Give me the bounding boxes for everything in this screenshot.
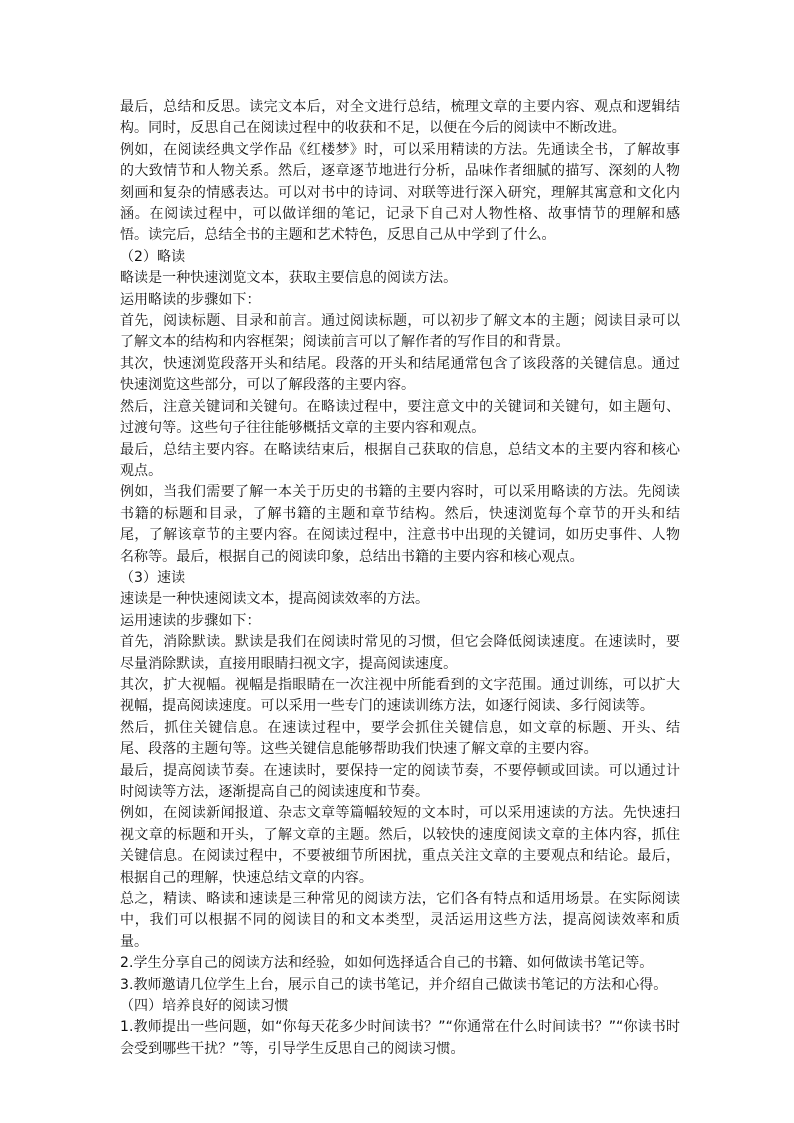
paragraph-skimming-step-4: 最后，总结主要内容。在略读结束后，根据自己获取的信息，总结文本的主要内容和核心观点。	[120, 441, 680, 479]
paragraph-conclusion: 总之，精读、略读和速读是三种常见的阅读方法，它们各有特点和适用场景。在实际阅读中，我们可以根据不同的阅读目的和文本类型，灵活运用这些方法，提高阅读效率和质量。	[120, 891, 680, 950]
paragraph-skimming-example: 例如，当我们需要了解一本关于历史的书籍的主要内容时，可以采用略读的方法。先阅读书籍的标题和目录，了解书籍的主题和章节结构。然后，快速浏览每个章节的开头和结尾，了解该章节的主要内容。在阅读过程中，注意书中出现的关键词，如历史事件、人物名称等。最后，根据自己的阅读印象，总结出书籍的主要内容和核心观点。	[120, 484, 680, 565]
paragraph-speed-reading-step-3: 然后，抓住关键信息。在速读过程中，要学会抓住关键信息，如文章的标题、开头、结尾、段落的主题句等。这些关键信息能够帮助我们快速了解文章的主要内容。	[120, 719, 680, 758]
paragraph-speed-reading-step-2: 其次，扩大视幅。视幅是指眼睛在一次注视中所能看到的文字范围。通过训练，可以扩大视幅，提高阅读速度。可以采用一些专门的速读训练方法，如逐行阅读、多行阅读等。	[120, 676, 680, 715]
paragraph-skimming-step-1: 首先，阅读标题、目录和前言。通过阅读标题，可以初步了解文本的主题；阅读目录可以了解文本的结构和内容框架；阅读前言可以了解作者的写作目的和背景。	[120, 313, 680, 351]
paragraph-speed-reading-example: 例如，在阅读新闻报道、杂志文章等篇幅较短的文本时，可以采用速读的方法。先快速扫视文章的标题和开头，了解文章的主题。然后，以较快的速度阅读文章的主体内容，抓住关键信息。在阅读过程中，不要被细节所困扰，重点关注文章的主要观点和结论。最后，根据自己的理解，快速总结文章的内容。	[120, 805, 680, 886]
paragraph-skimming-definition: 略读是一种快速浏览文本，获取主要信息的阅读方法。	[120, 270, 458, 287]
paragraph-summary-reflection: 最后，总结和反思。读完文本后，对全文进行总结，梳理文章的主要内容、观点和逻辑结构。同时，反思自己在阅读过程中的收获和不足，以便在今后的阅读中不断改进。	[120, 99, 680, 137]
document-body	[120, 97, 680, 1060]
paragraph-hongloumeng-example: 例如，在阅读经典文学作品《红楼梦》时，可以采用精读的方法。先通读全书，了解故事的大致情节和人物关系。然后，逐章逐节地进行分析，品味作者细腻的描写、深刻的人物刻画和复杂的情感表达。可以对书中的诗词、对联等进行深入研究，理解其寓意和文化内涵。在阅读过程中，可以做详细的笔记，记录下自己对人物性格、故事情节的理解和感悟。读完后，总结全书的主题和艺术特色，反思自己从中学到了什么。	[120, 141, 680, 244]
paragraph-speed-reading-step-1: 首先，消除默读。默读是我们在阅读时常见的习惯，但它会降低阅读速度。在速读时，要尽量消除默读，直接用眼睛扫视文字，提高阅读速度。	[120, 634, 680, 672]
paragraph-item-3: 3.教师邀请几位学生上台，展示自己的读书笔记，并介绍自己做读书笔记的方法和心得。	[120, 976, 668, 993]
paragraph-skimming-step-3: 然后，注意关键词和关键句。在略读过程中，要注意文中的关键词和关键句，如主题句、过渡句等。这些句子往往能够概括文章的主要内容和观点。	[120, 398, 680, 437]
paragraph-skimming-steps-intro: 运用略读的步骤如下：	[120, 291, 261, 308]
paragraph-skimming-step-2: 其次，快速浏览段落开头和结尾。段落的开头和结尾通常包含了该段落的关键信息。通过快速浏览这些部分，可以了解段落的主要内容。	[120, 355, 680, 394]
section-heading-skimming: （2）略读	[120, 248, 186, 265]
paragraph-item-2: 2.学生分享自己的阅读方法和经验，如如何选择适合自己的书籍、如何做读书笔记等。	[120, 955, 654, 972]
paragraph-speed-reading-step-4: 最后，提高阅读节奏。在速读时，要保持一定的阅读节奏，不要停顿或回读。可以通过计时阅读等方法，逐渐提高自己的阅读速度和节奏。	[120, 762, 680, 800]
section-heading-reading-habits: （四）培养良好的阅读习惯	[120, 998, 289, 1015]
paragraph-speed-reading-definition: 速读是一种快速阅读文本，提高阅读效率的方法。	[120, 591, 430, 608]
paragraph-speed-reading-steps-intro: 运用速读的步骤如下：	[120, 612, 261, 629]
paragraph-habits-item-1: 1.教师提出一些问题，如“你每天花多少时间读书？”“你通常在什么时间读书？”“你读书时会受到哪些干扰？”等，引导学生反思自己的阅读习惯。	[120, 1019, 680, 1057]
section-heading-speed-reading: （3）速读	[120, 569, 186, 586]
